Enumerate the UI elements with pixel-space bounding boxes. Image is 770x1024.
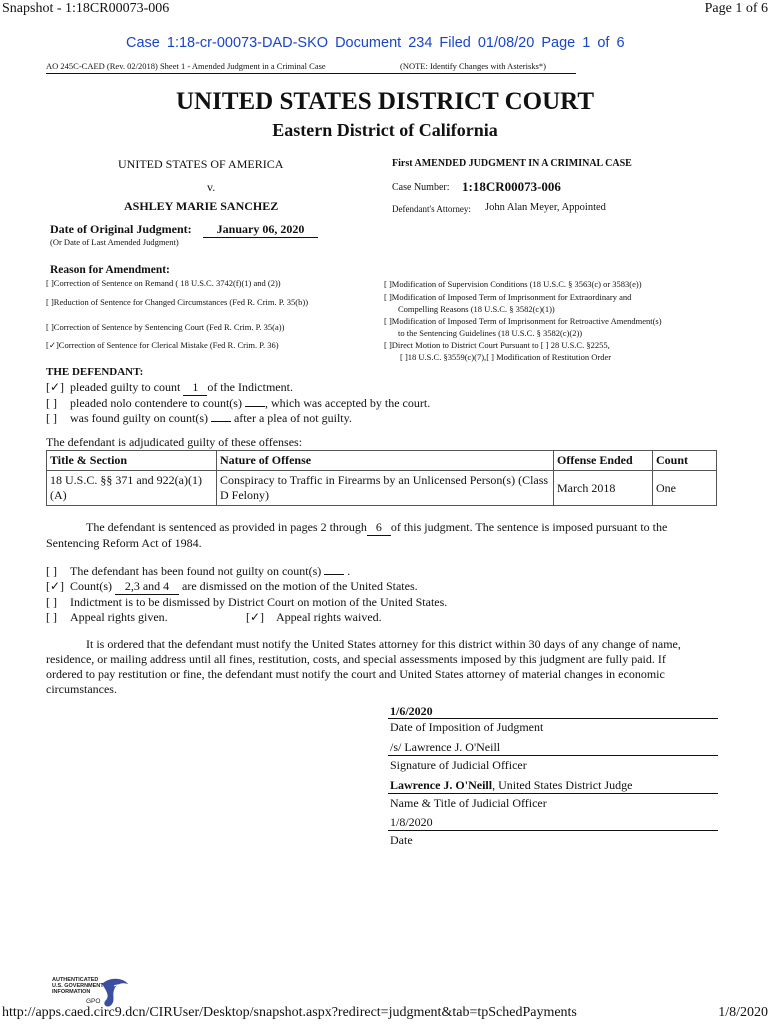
defendant-name: ASHLEY MARIE SANCHEZ [124,199,279,213]
officer-name-title: Lawrence J. O'Neill, United States District Judge [390,778,633,792]
checkbox[interactable]: [ ] [384,316,392,326]
name-label: Name & Title of Judicial Officer [390,796,547,810]
imposition-date: 1/6/2020 [390,704,433,718]
plaintiff-name: UNITED STATES OF AMERICA [118,157,284,171]
plea-line-1: [✓] pleaded guilty to count 1 of the Indictment. [46,380,293,394]
sentencing-line-2: Sentencing Reform Act of 1984. [46,536,202,550]
amend-left-4: [✓]Correction of Sentence for Clerical Mistake (Fed R. Crim. P. 36) [46,340,279,350]
page-indicator: Page 1 of 6 [704,1,768,16]
offense-nature: Conspiracy to Traffic in Firearms by an Unlicensed Person(s) (Class D Felony) [217,471,554,506]
checkbox[interactable]: [ ] [46,564,57,578]
appeal-waived: [✓] Appeal rights waived. [246,610,382,624]
amend-right-3: [ ]Modification of Imposed Term of Imprisonment for Retroactive Amendment(s) [384,316,662,326]
imposition-label: Date of Imposition of Judgment [390,720,544,734]
signature-date: 1/8/2020 [390,815,433,829]
checkbox[interactable]: [ ] [46,297,54,307]
order-line-3: ordered to pay restitution or fine, the defendant must notify the court and United States attorney of material changes in economic [46,667,665,681]
date-label: Date [390,833,413,847]
col-nature: Nature of Offense [217,451,554,471]
amend-left-2: [ ]Reduction of Sentence for Changed Circumstances (Fed R. Crim. P. 35(b)) [46,297,309,307]
table-row [47,471,717,506]
attorney-name: John Alan Meyer, Appointed [485,202,606,213]
order-line-1: It is ordered that the defendant must notify the United States attorney for this district within 30 days of any change of name, [86,637,681,651]
checkbox-checked[interactable]: [✓] [246,610,265,624]
checkbox[interactable]: [ ] [384,340,392,350]
rule-imposition [388,718,718,719]
amendment-heading: Reason for Amendment: [50,264,170,276]
footer-url[interactable]: http://apps.caed.circ9.dcn/CIRUser/Desktop/snapshot.aspx?redirect=judgment&tab=tpSchedPayments [2,1005,577,1020]
col-count: Count [653,451,717,471]
court-district: Eastern District of California [272,120,498,140]
defendant-heading: THE DEFENDANT: [46,366,144,378]
table-header-row [47,451,717,471]
amend-right-2b: Compelling Reasons (18 U.S.C. § 3582(c)(1)) [398,304,555,314]
orig-judgment-sub: (Or Date of Last Amended Judgment) [50,237,179,247]
checkbox-checked[interactable]: [✓] [46,380,65,394]
plea-line-3: [ ] was found guilty on count(s) after a plea of not guilty. [46,411,352,425]
plea-line-2: [ ] pleaded nolo contendere to count(s) , which was accepted by the court. [46,396,431,410]
checkbox[interactable]: [ ] [46,322,54,332]
judgment-type: First AMENDED JUDGMENT IN A CRIMINAL CASE [392,158,632,169]
orig-judgment-label: Date of Original Judgment: [50,222,192,236]
orig-judgment-date: January 06, 2020 [203,222,318,238]
rule-date [388,830,718,831]
offense-title: 18 U.S.C. §§ 371 and 922(a)(1) (A) [47,471,217,506]
form-rule [46,73,576,74]
checkbox[interactable]: [ ] [46,610,57,624]
attorney-label: Defendant's Attorney: [392,204,471,214]
versus: v. [207,180,216,194]
amend-right-3b: to the Sentencing Guidelines (18 U.S.C. § 3582(c)(2)) [398,328,583,338]
offenses-intro: The defendant is adjudicated guilty of these offenses: [46,435,303,449]
form-id: AO 245C-CAED (Rev. 02/2018) Sheet 1 - Amended Judgment in a Criminal Case [46,61,326,71]
sentencing-line-1: The defendant is sentenced as provided in pages 2 through 6 of this judgment. The sentence is imposed pursuant to the [86,520,668,534]
amend-right-1: [ ]Modification of Supervision Conditions (18 U.S.C. § 3563(c) or 3583(e)) [384,279,642,289]
checkbox[interactable]: [ ] [400,352,408,362]
checkbox[interactable]: [ ] [46,278,54,288]
col-offense-ended: Offense Ended [554,451,653,471]
disposition-2: [✓] Count(s) 2,3 and 4 are dismissed on the motion of the United States. [46,579,418,593]
amend-right-2: [ ]Modification of Imposed Term of Imprisonment for Extraordinary and [384,292,632,302]
col-title-section: Title & Section [47,451,217,471]
case-number: 1:18CR00073-006 [462,179,561,194]
disposition-4: [ ] Appeal rights given. [46,610,168,624]
checkbox[interactable]: [ ] [384,279,392,289]
rule-name [388,793,718,794]
rule-signature [388,755,718,756]
amend-left-3: [ ]Correction of Sentence by Sentencing Court (Fed R. Crim. P. 35(a)) [46,322,285,332]
form-note: (NOTE: Identify Changes with Asterisks*) [400,61,546,71]
disposition-3: [ ] Indictment is to be dismissed by District Court on motion of the United States. [46,595,448,609]
amend-right-4: [ ]Direct Motion to District Court Pursuant to [ ] 28 U.S.C. §2255, [384,340,610,350]
ecf-stamp: Case 1:18-cr-00073-DAD-SKO Document 234 Filed 01/08/20 Page 1 of 6 [126,35,625,51]
signature: /s/ Lawrence J. O'Neill [390,740,501,754]
footer-date: 1/8/2020 [718,1005,768,1020]
amend-right-5: [ ]18 U.S.C. §3559(c)(7),[ ] Modification of Restitution Order [400,352,612,362]
checkbox-checked[interactable]: [✓] [46,579,65,593]
amend-left-1: [ ]Correction of Sentence on Remand ( 18 U.S.C. 3742(f)(1) and (2)) [46,278,281,288]
order-line-4: circumstances. [46,682,117,696]
offense-ended: March 2018 [554,471,653,506]
gpo-authenticated-logo: AUTHENTICATED U.S. GOVERNMENT INFORMATION GPO [44,976,130,1010]
case-number-label: Case Number: [392,182,450,193]
order-line-2: residence, or mailing address until all fines, restitution, costs, and special assessments imposed by this judgment are fully paid. If [46,652,666,666]
checkbox[interactable]: [ ] [46,396,57,410]
snapshot-header-title: Snapshot - 1:18CR00073-006 [2,1,170,16]
signature-label: Signature of Judicial Officer [390,758,527,772]
checkbox[interactable]: [ ] [46,595,57,609]
court-title: UNITED STATES DISTRICT COURT [176,88,594,115]
checkbox-checked[interactable]: [✓] [46,340,59,350]
disposition-1: [ ] The defendant has been found not guilty on count(s) . [46,564,351,578]
checkbox[interactable]: [ ] [384,292,392,302]
offense-count: One [653,471,717,506]
checkbox[interactable]: [ ] [46,411,57,425]
offenses-table [46,450,717,506]
